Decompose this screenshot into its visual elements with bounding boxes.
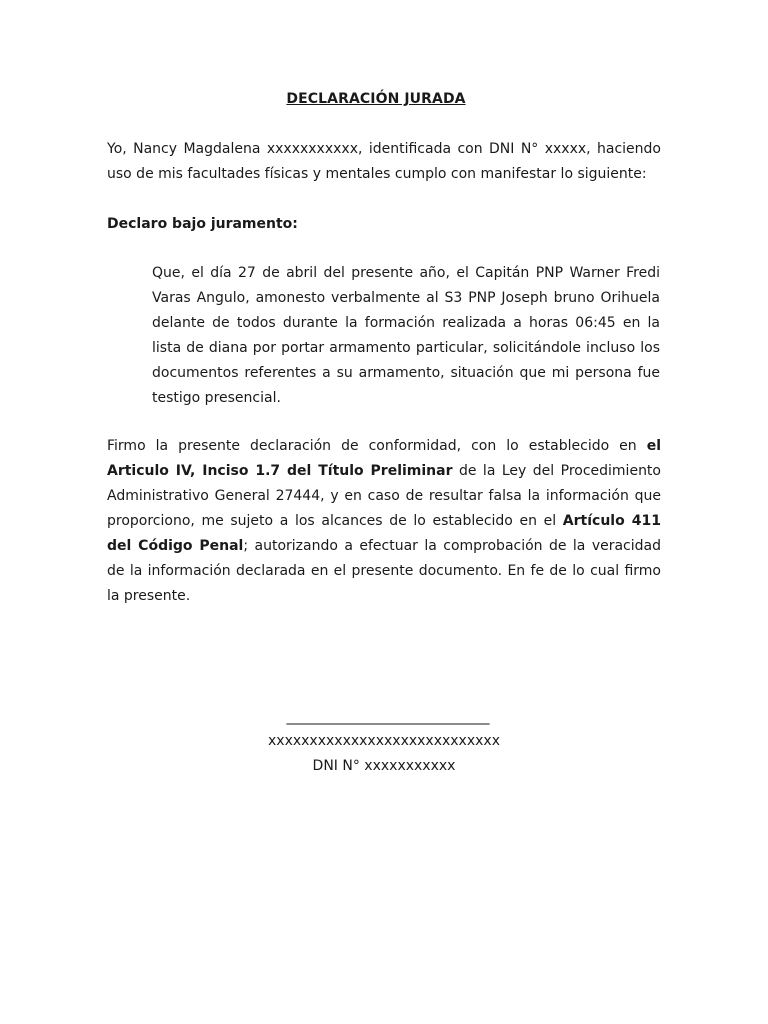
declaration-heading: Declaro bajo juramento:: [107, 216, 298, 232]
document-title: DECLARACIÓN JURADA: [286, 91, 466, 107]
closing-bold-1: el Articulo IV, Inciso 1.7 del Título Preliminar: [107, 438, 661, 479]
closing-paragraph: [107, 434, 661, 609]
statement-paragraph: Que, el día 27 de abril del presente año, el Capitán PNP Warner Fredi Varas Angulo, amonesto verbalmente al S3 PNP Joseph bruno Orihuela delante de todos durante la formación realizada a horas 06:45 en la lista de diana por portar armamento particular, solicitándole incluso los documentos referentes a su armamento, situación que mi persona fue testigo presencial.: [152, 265, 660, 406]
closing-text-2: de la Ley del Procedimiento Administrativo General 27444, y en caso de resultar falsa la información que proporciono, me sujeto a los alcances de lo establecido en el: [107, 463, 661, 529]
closing-bold-2: Artículo 411 del Código Penal: [107, 513, 662, 554]
signature-dni: DNI N° xxxxxxxxxxx: [312, 758, 456, 774]
signature-line: _____________________________: [286, 709, 490, 725]
signature-name: xxxxxxxxxxxxxxxxxxxxxxxxxxxx: [268, 733, 500, 749]
closing-text-1: Firmo la presente declaración de conformidad, con lo establecido en: [107, 438, 647, 454]
closing-text-3: ; autorizando a efectuar la comprobación de la veracidad de la información declarada en el presente documento. En fe de lo cual firmo la presente.: [107, 538, 661, 604]
intro-paragraph: Yo, Nancy Magdalena xxxxxxxxxxx, identificada con DNI N° xxxxx, haciendo uso de mis facultades físicas y mentales cumplo con manifestar lo siguiente:: [107, 141, 661, 182]
